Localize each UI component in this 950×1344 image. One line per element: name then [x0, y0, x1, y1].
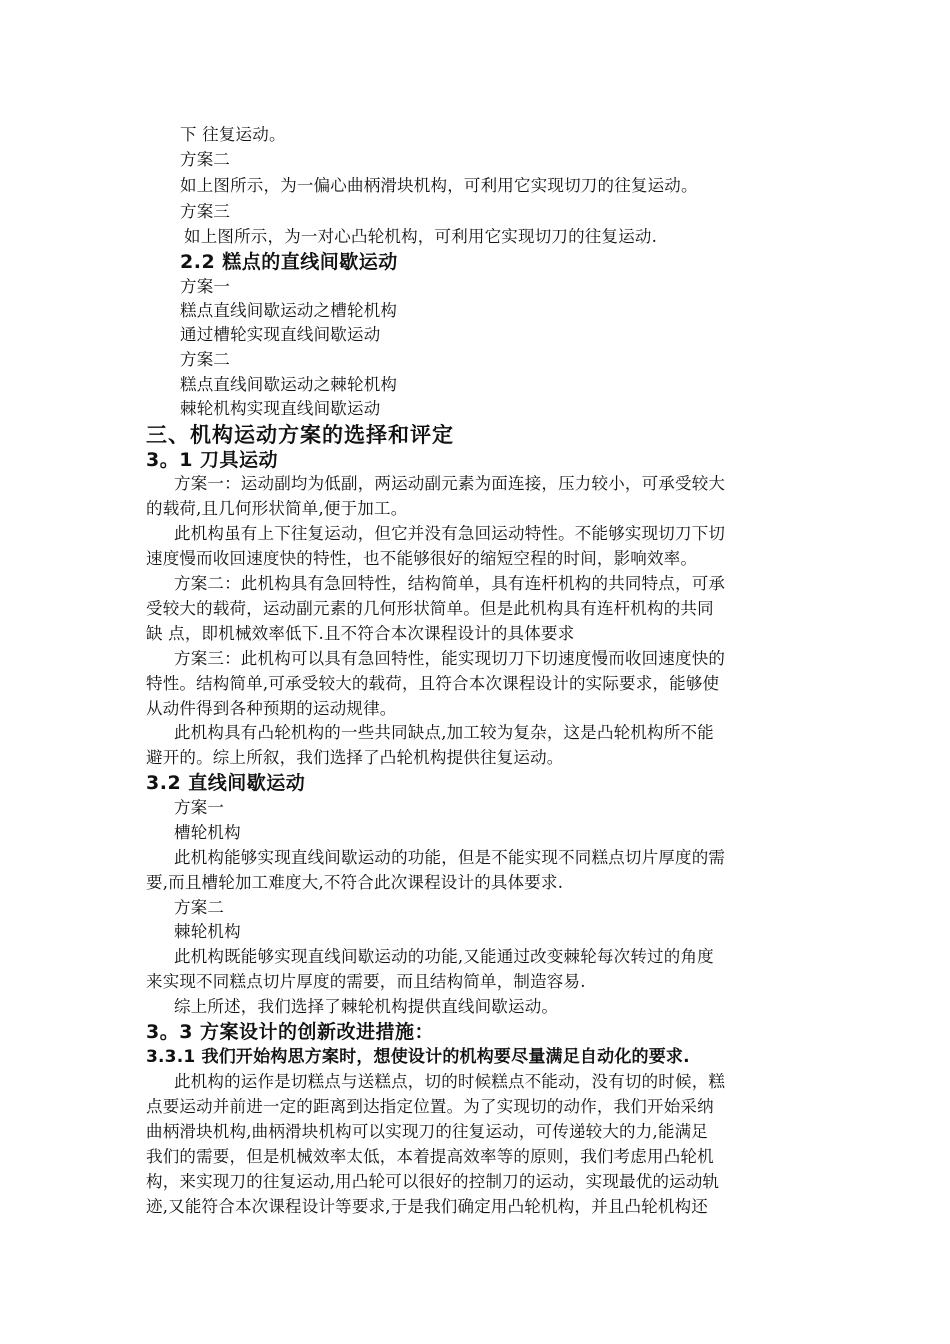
- text-line: 方案二: [180, 350, 231, 369]
- subsection-heading: 3.3.1 我们开始构思方案时，想使设计的机构要尽量满足自动化的要求.: [146, 1047, 690, 1067]
- text-line: 此机构能够实现直线间歇运动的功能，但是不能实现不同糕点切片厚度的需: [174, 848, 726, 867]
- text-line: 通过槽轮实现直线间歇运动: [180, 325, 381, 344]
- text-line: 棘轮机构: [174, 922, 241, 941]
- text-line: 下 往复运动。: [180, 125, 286, 144]
- text-line: 糕点直线间歇运动之槽轮机构: [180, 301, 398, 320]
- text-line: 缺 点，即机械效率低下.且不符合本次课程设计的具体要求: [146, 624, 575, 643]
- text-line: 此机构虽有上下往复运动，但它并没有急回运动特性。不能够实现切刀下切: [174, 524, 726, 543]
- text-line: 从动件得到各种预期的运动规律。: [146, 699, 397, 718]
- text-line: 我们的需要，但是机械效率太低，本着提高效率等的原则，我们考虑用凸轮机: [146, 1147, 714, 1166]
- chapter-heading: 三、机构运动方案的选择和评定: [146, 423, 454, 447]
- section-heading: 3.2 直线间歇运动: [146, 772, 306, 794]
- text-line: 方案一: [180, 277, 231, 296]
- text-line: 曲柄滑块机构,曲柄滑块机构可以实现刀的往复运动，可传递较大的力,能满足: [146, 1122, 708, 1141]
- text-line: 如上图所示，为一对心凸轮机构，可利用它实现切刀的往复运动.: [184, 227, 658, 246]
- text-line: 综上所述，我们选择了棘轮机构提供直线间歇运动。: [174, 997, 559, 1016]
- text-line: 速度慢而收回速度快的特性，也不能够很好的缩短空程的时间，影响效率。: [146, 549, 698, 568]
- text-line: 方案一：运动副均为低副，两运动副元素为面连接，压力较小，可承受较大: [174, 474, 726, 493]
- text-line: 构，来实现刀的往复运动,用凸轮可以很好的控制刀的运动，实现最优的运动轨: [146, 1172, 720, 1191]
- text-line: 棘轮机构实现直线间歇运动: [180, 399, 381, 418]
- section-heading: 2.2 糕点的直线间歇运动: [180, 251, 398, 273]
- section-heading: 3。3 方案设计的创新改进措施：: [146, 1021, 435, 1043]
- text-line: 来实现不同糕点切片厚度的需要，而且结构简单，制造容易.: [146, 972, 586, 991]
- text-line: 迹,又能符合本次课程设计等要求,于是我们确定用凸轮机构，并且凸轮机构还: [146, 1197, 708, 1216]
- text-line: 特性。结构简单,可承受较大的载荷，且符合本次课程设计的实际要求，能够使: [146, 674, 720, 693]
- text-line: 方案三：此机构可以具有急回特性，能实现切刀下切速度慢而收回速度快的: [174, 649, 726, 668]
- text-line: 此机构具有凸轮机构的一些共同缺点,加工较为复杂，这是凸轮机构所不能: [174, 723, 714, 742]
- text-line: 方案二：此机构具有急回特性，结构简单，具有连杆机构的共同特点，可承: [174, 574, 726, 593]
- text-line: 方案二: [180, 150, 231, 169]
- text-line: 此机构的运作是切糕点与送糕点，切的时候糕点不能动，没有切的时候，糕: [174, 1072, 726, 1091]
- section-heading: 3。1 刀具运动: [146, 449, 279, 471]
- text-line: 此机构既能够实现直线间歇运动的功能,又能通过改变棘轮每次转过的角度: [174, 947, 714, 966]
- text-line: 如上图所示，为一偏心曲柄滑块机构，可利用它实现切刀的往复运动。: [180, 176, 698, 195]
- text-line: 要,而且槽轮加工难度大,不符合此次课程设计的具体要求.: [146, 873, 564, 892]
- text-line: 槽轮机构: [174, 823, 241, 842]
- text-line: 避开的。综上所叙，我们选择了凸轮机构提供往复运动。: [146, 748, 564, 767]
- text-line: 的载荷,且几何形状简单,便于加工。: [146, 499, 408, 518]
- text-line: 点要运动并前进一定的距离到达指定位置。为了实现切的动作，我们开始采纳: [146, 1097, 714, 1116]
- text-line: 糕点直线间歇运动之棘轮机构: [180, 375, 398, 394]
- text-line: 方案二: [174, 898, 225, 917]
- text-line: 受较大的载荷，运动副元素的几何形状简单。但是此机构具有连杆机构的共同: [146, 599, 714, 618]
- text-line: 方案三: [180, 202, 231, 221]
- text-line: 方案一: [174, 798, 225, 817]
